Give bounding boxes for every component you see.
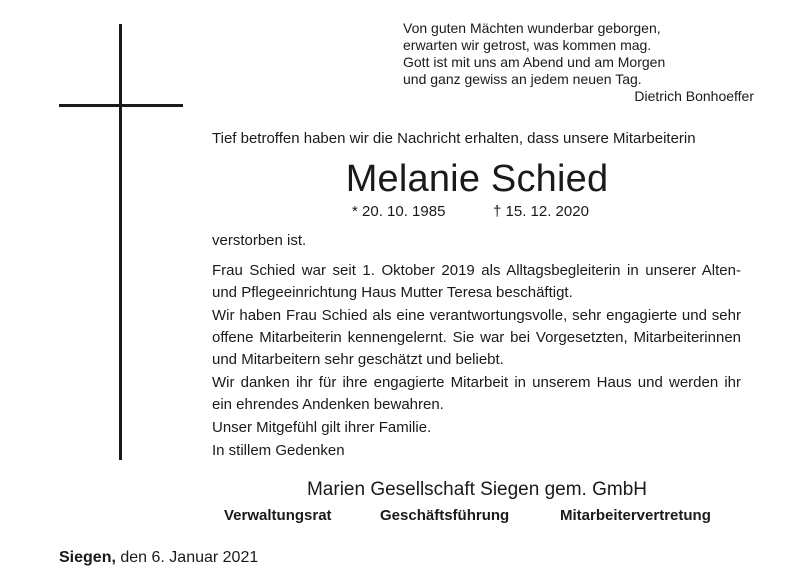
body-paragraph: Wir haben Frau Schied als eine verantwortungsvolle, sehr engagierte und sehr offene Mitarbeiterin kennengelernt. Sie war bei Vorgesetzten, Mitarbeiterinnen und Mitarbeitern sehr geschätzt und beliebt. <box>212 307 741 368</box>
poem-author: Dietrich Bonhoeffer <box>634 88 754 104</box>
body-paragraph: Wir danken ihr für ihre engagierte Mitarbeit in unserem Haus und werden ihr ein ehrendes Andenken bewahren. <box>212 374 741 413</box>
body-paragraph: Unser Mitgefühl gilt ihrer Familie. <box>212 419 432 436</box>
organization-name: Marien Gesellschaft Siegen gem. GmbH <box>306 479 648 500</box>
cross-horizontal-bar <box>59 104 183 107</box>
body-paragraph: Frau Schied war seit 1. Oktober 2019 als Alltagsbegleiterin in unserer Alten- und Pflegeeinrichtung Haus Mutter Teresa beschäftigt. <box>212 262 741 301</box>
poem-line: und ganz gewiss an jedem neuen Tag. <box>403 71 642 87</box>
death-date: † 15. 12. 2020 <box>493 203 589 220</box>
deceased-name: Melanie Schied <box>345 158 609 200</box>
body-paragraph: In stillem Gedenken <box>212 442 345 459</box>
intro-text: Tief betroffen haben wir die Nachricht erhalten, dass unsere Mitarbeiterin <box>212 130 696 147</box>
died-text: verstorben ist. <box>212 232 307 249</box>
poem-quote <box>403 20 756 105</box>
poem-line: erwarten wir getrost, was kommen mag. <box>403 37 652 53</box>
place: Siegen, <box>59 549 116 566</box>
place-and-date <box>59 549 258 567</box>
birth-date: * 20. 10. 1985 <box>352 203 446 220</box>
poem-line: Gott ist mit uns am Abend und am Morgen <box>403 54 666 70</box>
poem-line: Von guten Mächten wunderbar geborgen, <box>403 20 661 36</box>
signatory-management: Geschäftsführung <box>380 507 510 524</box>
signatory-board: Verwaltungsrat <box>224 507 332 524</box>
body-text <box>212 260 741 463</box>
date: den 6. Januar 2021 <box>120 549 259 566</box>
signatory-staff-council: Mitarbeitervertretung <box>560 507 711 524</box>
cross-vertical-bar <box>119 24 122 460</box>
